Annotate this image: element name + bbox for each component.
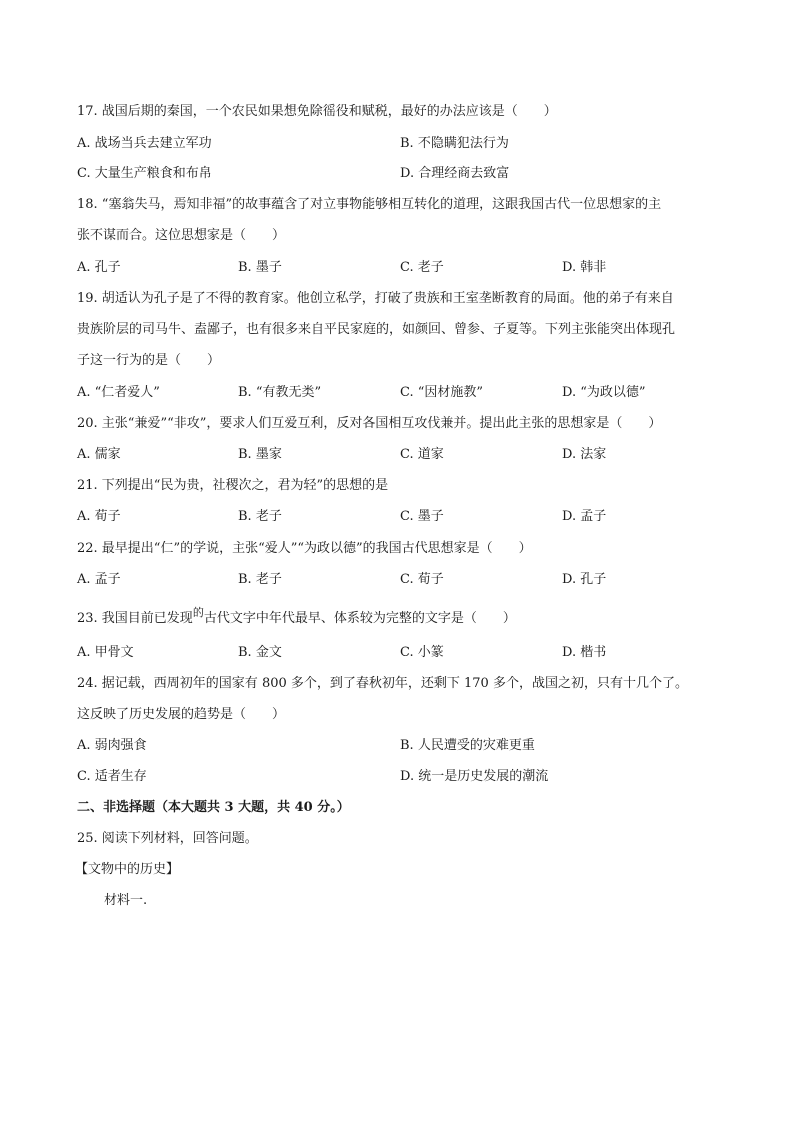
q23-option-a: A. 甲骨文 bbox=[77, 645, 134, 660]
q23-stem-sup: 的 bbox=[192, 606, 204, 619]
question-24-stem-line1: 24. 据记载，西周初年的国家有 800 多个，到了春秋初年，还剩下 170 多个，战国之初，只有十几个了。 bbox=[77, 676, 688, 691]
q18-option-c: C. 老子 bbox=[400, 260, 444, 275]
material-subheading: 【文物中的历史】 bbox=[75, 862, 180, 877]
q23-option-c: C. 小篆 bbox=[400, 645, 444, 660]
q24-option-a: A. 弱肉强食 bbox=[77, 738, 147, 753]
q24-option-c: C. 适者生存 bbox=[77, 769, 147, 784]
question-22-stem: 22. 最早提出“仁”的学说，主张“爱人”“为政以德”的我国古代思想家是（ ） bbox=[77, 541, 532, 556]
q18-option-d: D. 韩非 bbox=[562, 260, 607, 275]
q22-option-d: D. 孔子 bbox=[562, 572, 607, 587]
question-18-stem-line2: 张不谋而合。这位思想家是（ ） bbox=[77, 228, 286, 243]
q19-option-a: A. “仁者爱人” bbox=[77, 385, 160, 400]
section-2-title: 二、非选择题（本大题共 3 大题，共 40 分。） bbox=[77, 800, 350, 815]
q20-option-a: A. 儒家 bbox=[77, 447, 121, 462]
q19-option-b: B. “有教无类” bbox=[238, 385, 322, 400]
question-24-stem-line2: 这反映了历史发展的趋势是（ ） bbox=[77, 707, 286, 722]
material-one-label: 材料一. bbox=[104, 893, 148, 908]
q17-option-a: A. 战场当兵去建立军功 bbox=[77, 136, 212, 151]
question-19-stem-line2: 贵族阶层的司马牛、盍鄙子，也有很多来自平民家庭的，如颜回、曾参、子夏等。下列主张能突出体现孔 bbox=[77, 322, 676, 337]
q23-stem-post: 古代文字中年代最早、体系较为完整的文字是（ ） bbox=[203, 611, 516, 626]
q21-option-a: A. 荀子 bbox=[77, 509, 121, 524]
q17-option-d: D. 合理经商去致富 bbox=[400, 166, 510, 181]
question-23-stem bbox=[77, 606, 516, 628]
q21-option-b: B. 老子 bbox=[238, 509, 282, 524]
q18-option-b: B. 墨子 bbox=[238, 260, 282, 275]
question-21-stem: 21. 下列提出“民为贵，社稷次之，君为轻”的思想的是 bbox=[77, 478, 389, 493]
question-20-stem: 20. 主张“兼爱”“非攻”，要求人们互爱互利，反对各国相互攻伐兼并。提出此主张的思想家是（ ） bbox=[77, 416, 662, 431]
q20-option-b: B. 墨家 bbox=[238, 447, 282, 462]
q20-option-d: D. 法家 bbox=[562, 447, 607, 462]
question-19-stem-line3: 子这一行为的是（ ） bbox=[77, 353, 221, 368]
q22-option-b: B. 老子 bbox=[238, 572, 282, 587]
question-19-stem-line1: 19. 胡适认为孔子是了不得的教育家。他创立私学，打破了贵族和王室垄断教育的局面。他的弟子有来自 bbox=[77, 291, 674, 306]
q24-option-b: B. 人民遭受的灾难更重 bbox=[400, 738, 535, 753]
q19-option-c: C. “因材施教” bbox=[400, 385, 484, 400]
q17-option-b: B. 不隐瞒犯法行为 bbox=[400, 136, 509, 151]
q19-option-d: D. “为政以德” bbox=[562, 385, 646, 400]
q23-option-b: B. 金文 bbox=[238, 645, 282, 660]
q21-option-c: C. 墨子 bbox=[400, 509, 444, 524]
q24-option-d: D. 统一是历史发展的潮流 bbox=[400, 769, 549, 784]
q18-option-a: A. 孔子 bbox=[77, 260, 121, 275]
q22-option-a: A. 孟子 bbox=[77, 572, 121, 587]
question-17-stem: 17. 战国后期的秦国，一个农民如果想免除徭役和赋税，最好的办法应该是（ ） bbox=[77, 104, 557, 119]
question-18-stem-line1: 18. “塞翁失马，焉知非福”的故事蕴含了对立事物能够相互转化的道理，这跟我国古代一位思想家的主 bbox=[77, 197, 662, 212]
question-25-stem: 25. 阅读下列材料，回答问题。 bbox=[77, 831, 258, 846]
q23-option-d: D. 楷书 bbox=[562, 645, 607, 660]
q23-stem-pre: 23. 我国目前已发现 bbox=[77, 611, 193, 626]
q17-option-c: C. 大量生产粮食和布帛 bbox=[77, 166, 212, 181]
q22-option-c: C. 荀子 bbox=[400, 572, 444, 587]
q21-option-d: D. 孟子 bbox=[562, 509, 607, 524]
q20-option-c: C. 道家 bbox=[400, 447, 444, 462]
